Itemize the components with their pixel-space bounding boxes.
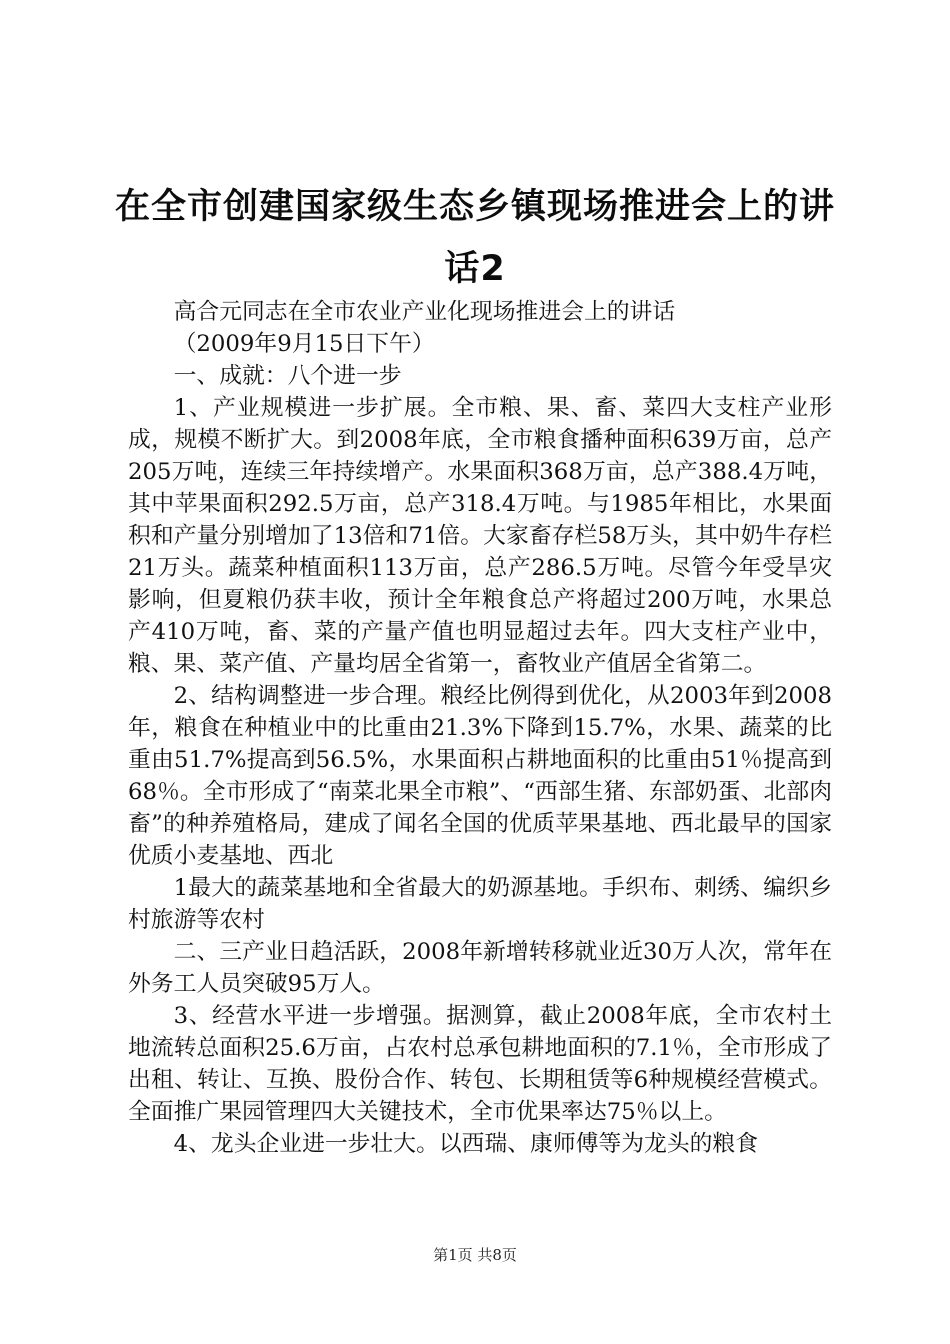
speaker-line: 高合元同志在全市农业产业化现场推进会上的讲话	[173, 299, 676, 325]
document-title: 在全市创建国家级生态乡镇现场推进会上的讲话2	[114, 187, 835, 289]
date-line: （2009年9月15日下午）	[173, 331, 435, 357]
section-heading: 一、成就：八个进一步	[173, 363, 402, 389]
paragraph-bases: 1最大的蔬菜基地和全省最大的奶源基地。手织布、刺绣、编织乡村旅游等农村	[128, 875, 832, 933]
paragraph-employment: 二、三产业日趋活跃，2008年新增转移就业近30万人次，常年在外务工人员突破95万人。	[128, 939, 832, 997]
page-number: 第1页 共8页	[433, 1246, 517, 1264]
paragraph-enterprises: 4、龙头企业进一步壮大。以西瑞、康师傅等为龙头的粮食	[173, 1131, 759, 1157]
paragraph-operation: 3、经营水平进一步增强。据测算，截止2008年底，全市农村土地流转总面积25.6万亩，占农村总承包耕地面积的7.1％，全市形成了出租、转让、互换、股份合作、转包、长期租赁等6种规模经营模式。全面推广果园管理四大关键技术，全市优果率达75％以上。	[128, 1003, 832, 1125]
paragraph-industry-scale: 1、产业规模进一步扩展。全市粮、果、畜、菜四大支柱产业形成，规模不断扩大。到2008年底，全市粮食播种面积639万亩，总产205万吨，连续三年持续增产。水果面积368万亩，总产388.4万吨，其中苹果面积292.5万亩，总产318.4万吨。与1985年相比，水果面积和产量分别增加了13倍和71倍。大家畜存栏58万头，其中奶牛存栏21万头。蔬菜种植面积113万亩，总产286.5万吨。尽管今年受旱灾影响，但夏粮仍获丰收，预计全年粮食总产将超过200万吨，水果总产410万吨，畜、菜的产量产值也明显超过去年。四大支柱产业中，粮、果、菜产值、产量均居全省第一，畜牧业产值居全省第二。	[128, 395, 832, 677]
document-body	[128, 296, 832, 1160]
paragraph-structure: 2、结构调整进一步合理。粮经比例得到优化，从2003年到2008年，粮食在种植业中的比重由21.3%下降到15.7%，水果、蔬菜的比重由51.7%提高到56.5%，水果面积占耕地面积的比重由51％提高到68％。全市形成了“南菜北果全市粮”、“西部生猪、东部奶蛋、北部肉畜”的种养殖格局，建成了闻名全国的优质苹果基地、西北最早的国家优质小麦基地、西北	[128, 683, 832, 869]
